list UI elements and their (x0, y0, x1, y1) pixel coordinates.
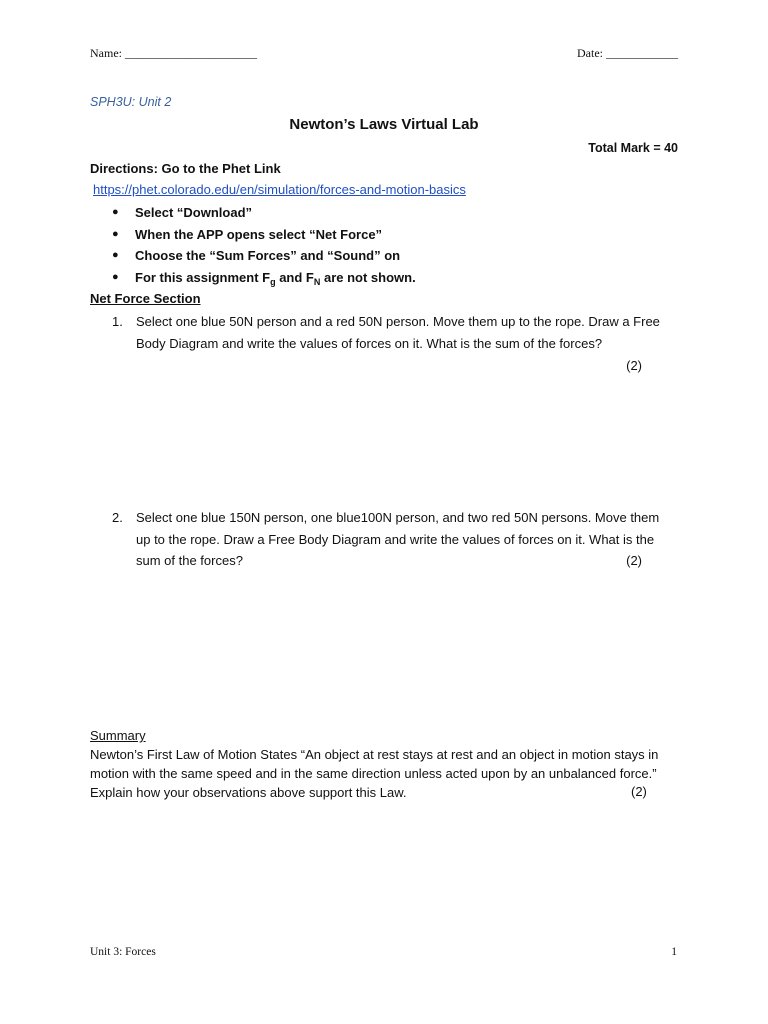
text-fragment: are not shown. (320, 269, 416, 285)
list-item-text: Choose the “Sum Forces” and “Sound” on (135, 248, 401, 263)
subscript-g: g (270, 276, 276, 287)
list-item-text (135, 270, 416, 285)
list-item-text: When the APP opens select “Net Force” (135, 226, 383, 242)
bullet-icon: ● (112, 249, 119, 261)
question-1 (112, 311, 672, 373)
text-fragment: For this assignment F (135, 269, 271, 285)
summary-heading: Summary (90, 728, 146, 743)
directions-heading: Directions: Go to the Phet Link (90, 161, 281, 176)
name-field-line: Name: ______________________ (90, 46, 257, 60)
date-field-line: Date: ____________ (577, 46, 678, 60)
text-fragment: and F (275, 269, 314, 285)
page-number: 1 (671, 946, 677, 958)
bullet-icon: ● (112, 270, 119, 283)
page-title: Newton’s Laws Virtual Lab (289, 116, 479, 133)
list-item (110, 203, 416, 225)
list-item-text: Select “Download” (135, 205, 253, 220)
list-item (110, 225, 416, 247)
footer-unit: Unit 3: Forces (90, 946, 156, 958)
subscript-n: N (313, 276, 321, 287)
summary-text: Newton’s First Law of Motion States “An object at rest stays at rest and an object in motion stays in motion with the same speed and in the same direction unless acted upon by an unbalanced force.” Explain how your observations above support this Law. (90, 747, 659, 800)
phet-link[interactable]: https://phet.colorado.edu/en/simulation/forces-and-motion-basics (93, 182, 466, 197)
question-mark: (2) (626, 358, 642, 373)
question-mark: (2) (626, 553, 642, 568)
bullet-icon: ● (112, 227, 119, 240)
question-text: Select one blue 50N person and a red 50N person. Move them up to the rope. Draw a Free Body Diagram and write the values of forces on it. What is the sum of the forces? (136, 314, 660, 351)
total-mark: Total Mark = 40 (588, 141, 678, 155)
list-item (110, 246, 416, 268)
section-heading: Net Force Section (90, 291, 201, 306)
question-text: Select one blue 150N person, one blue100N person, and two red 50N persons. Move them up to the rope. Draw a Free Body Diagram and write the values of forces on it. What is the sum of the forces? (136, 510, 660, 568)
instructions-list (110, 203, 416, 289)
question-number: 2. (112, 510, 123, 525)
bullet-icon: ● (112, 206, 119, 218)
list-item (110, 268, 416, 290)
question-2 (112, 507, 672, 572)
course-code: SPH3U: Unit 2 (90, 95, 172, 109)
summary-mark: (2) (631, 784, 647, 799)
question-number: 1. (112, 314, 123, 329)
